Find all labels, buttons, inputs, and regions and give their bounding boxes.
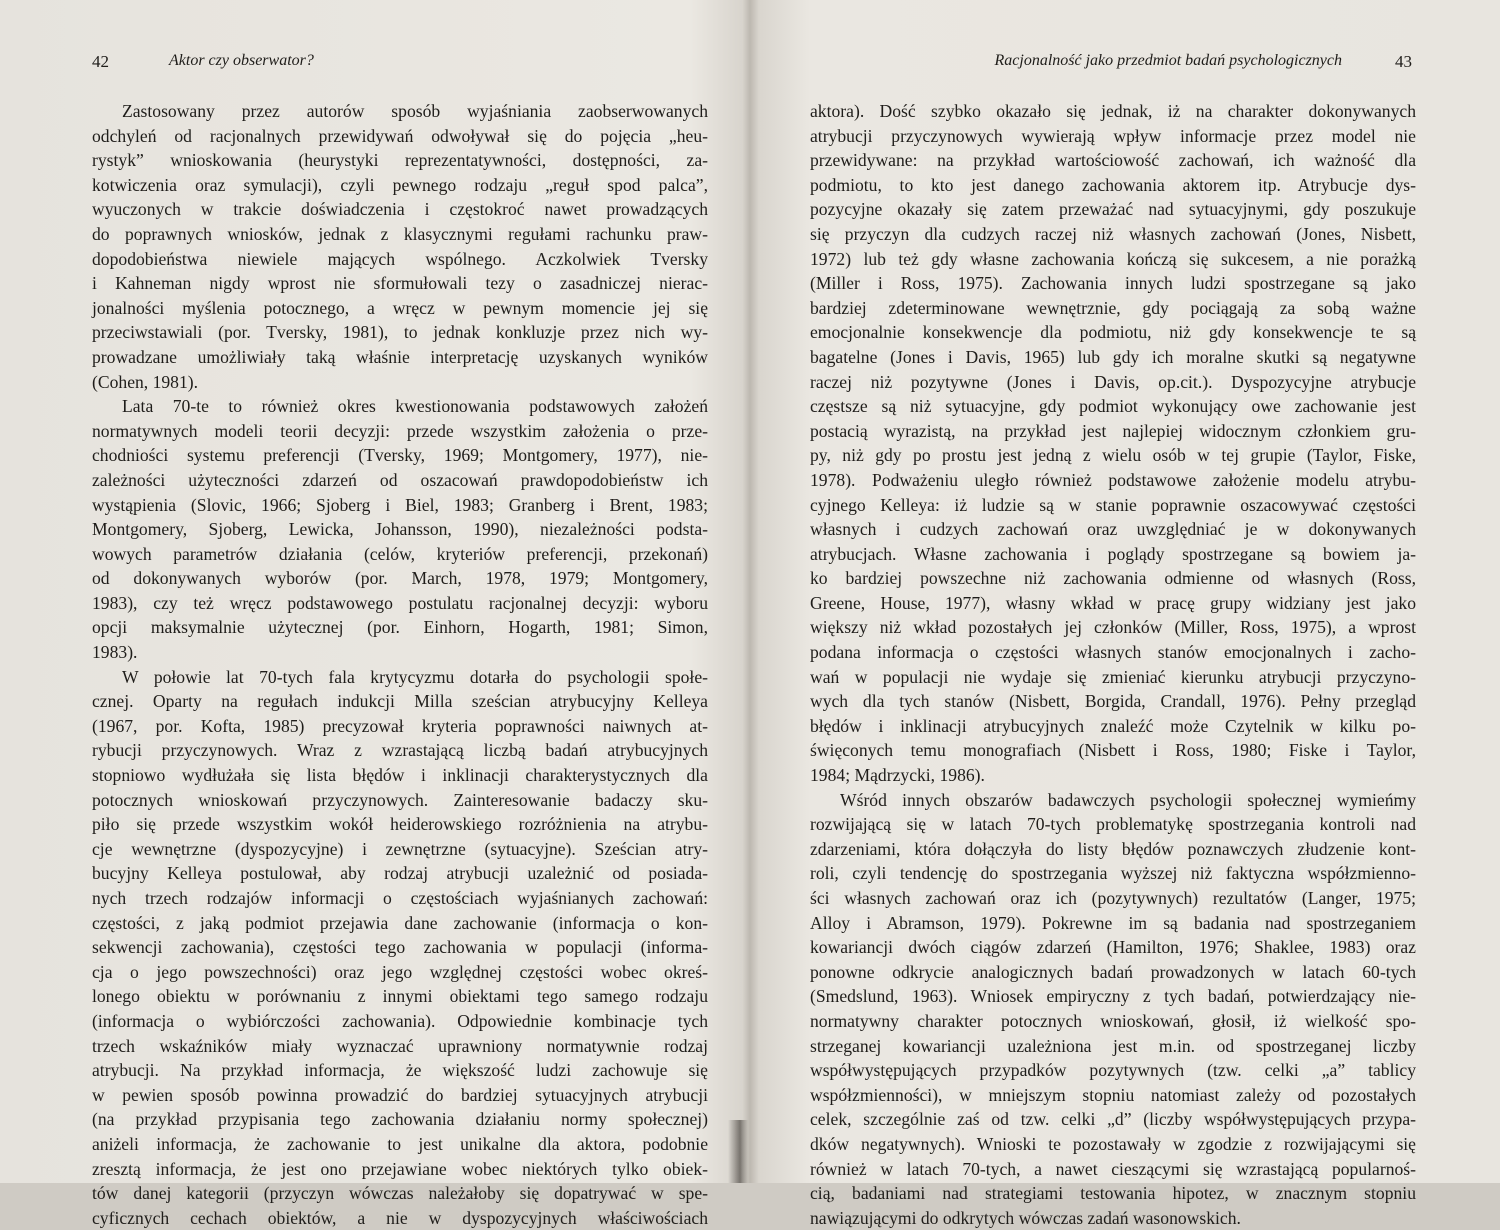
text-line: normatywny charakter potocznych wnioskowań, głosił, iż wielkość spo- [810,1010,1416,1031]
text-line: wowych parametrów działania (celów, kryteriów preferencji, przekonań) [92,543,708,564]
text-line: (na przykład przypisania tego zachowania działaniu normy społecznej) [92,1109,708,1130]
text-line: cyjnego Kelleya: iż ludzie są w stanie poprawnie oszacowywać częstości [810,494,1416,515]
text-line: potocznych wnioskowań przyczynowych. Zainteresowanie badaczy sku- [92,789,708,810]
text-line: częstości, z jaką podmiot przejawia dane zachowanie (informacja o kon- [92,912,708,933]
text-line: rystyk” wnioskowania (heurystyki reprezentatywności, dostępności, za- [92,150,708,171]
text-line: pozycyjne okazały się zatem przeważać nad sytuacyjnymi, gdy poszukuje [810,199,1416,220]
text-line: odchyleń od racjonalnych przewidywań odwoływał się do pojęcia „heu- [92,125,708,146]
text-line: współwystępujących przypadków pozytywnych (tzw. celki „a” tablicy [810,1060,1416,1081]
text-line: do poprawnych wniosków, jednak z klasycznymi regułami rachunku praw- [92,223,708,244]
running-title-left: Aktor czy obserwator? [169,52,314,69]
text-line: przewidywane: na przykład wartościowość zachowań, ich ważność dla [810,150,1416,171]
left-page-body-text [92,99,708,1230]
text-line: cią, badaniami nad strategiami testowania hipotez, w znacznym stopniu [810,1183,1416,1204]
text-line: cje wewnętrzne (dyspozycyjne) i zewnętrzne (sytuacyjne). Sześcian atry- [92,838,708,859]
text-line: celek, szczególnie zaś od tzw. celki „d” (liczby współwystępujących przypa- [810,1109,1416,1130]
text-line: piło się przede wszystkim wokół heiderowskiego rozróżnienia na atrybu- [92,814,708,835]
text-line: Wśród innych obszarów badawczych psychologii społecznej wymieńmy [840,789,1416,810]
text-line: większy niż wkład pozostałych jej członków (Miller, Ross, 1975), a wprost [810,617,1416,638]
text-line: święconych temu monografiach (Nisbett i Ross, 1980; Fiske i Taylor, [810,740,1416,761]
text-line: jonalności myślenia potocznego, a wręcz w pewnym momencie jej się [92,297,708,318]
page-number-left: 42 [92,52,109,71]
text-line: wystąpienia (Slovic, 1966; Sjoberg i Biel, 1983; Granberg i Brent, 1983; [92,494,708,515]
text-line: 1984; Mądrzycki, 1986). [810,765,985,786]
text-line: cznej. Oparty na regułach indukcji Milla sześcian atrybucyjny Kelleya [92,691,708,712]
right-page [752,0,1500,1228]
text-line: 1983). [92,642,138,663]
text-line: Lata 70-te to również okres kwestionowania podstawowych założeń [122,396,708,417]
text-line: wań w populacji nie wydaje się zmieniać kierunku atrybucji przyczyno- [810,666,1416,687]
text-line: strzeganej kowariancji uzależniona jest m.in. od spostrzeganej liczby [810,1035,1416,1056]
text-line: również w latach 70-tych, a nawet cieszącymi się wzrastającą popularnoś- [810,1158,1416,1179]
text-line: 1978). Podważeniu uległo również podstawowe założenie modelu atrybu- [810,469,1416,490]
text-line: bardziej zdeterminowane wewnętrznie, gdy pociągają za sobą ważne [810,297,1416,318]
text-line: i Kahneman nigdy wprost nie sformułowali tezy o zasadniczej nierac- [92,273,708,294]
text-line: kotwiczenia oraz symulacji), czyli pewnego rodzaju „reguł spod palca”, [92,174,708,195]
text-line: cyficznych cechach obiektów, a nie w dyspozycyjnych właściwościach [92,1207,708,1228]
text-line: Zastosowany przez autorów sposób wyjaśniania zaobserwowanych [122,101,708,121]
right-page-body-text [810,99,1416,1230]
text-line: od dokonywanych wyborów (por. March, 1978, 1979; Montgomery, [92,568,708,589]
text-line: prowadzane umożliwiały taką właśnie interpretację uzyskanych wyników [92,346,708,367]
text-line: (Smedslund, 1963). Wniosek empiryczny z tych badań, potwierdzający nie- [810,986,1416,1007]
text-line: zależności użyteczności zdarzeń od oszacowań prawdopodobieństw ich [92,469,708,490]
text-line: rybucji przyczynowych. Wraz z wzrastającą liczbą badań atrybucyjnych [92,740,708,761]
running-title-right: Racjonalność jako przedmiot badań psychologicznych [994,52,1342,69]
text-line: wych dla tych stanów (Nisbett, Borgida, Crandall, 1976). Pełny przegląd [810,691,1416,712]
text-line: ko bardziej powszechne niż zachowania odmienne od własnych (Ross, [810,568,1416,589]
text-line: emocjonalnie konsekwencje dla podmiotu, niż gdy konsekwencje te są [810,322,1416,343]
text-line: zresztą informacja, że jest ono przejawiane wobec niektórych tylko obiek- [92,1158,708,1179]
text-line: nych trzech rodzajów informacji o częstościach wyjaśnianych zachowań: [92,888,708,908]
text-line: (1967, por. Kofta, 1985) precyzował kryteria poprawności naiwnych at- [92,715,708,736]
gutter-shadow [728,1120,748,1183]
text-line: Alloy i Abramson, 1979). Pokrewne im są badania nad spostrzeganiem [810,912,1416,933]
text-line: cja o jego powszechności) oraz jego względnej częstości wobec okreś- [92,961,708,982]
text-line: przeciwstawiali (por. Tversky, 1981), to jednak konkluzje przez nich wy- [92,322,708,343]
text-line: wyuczonych w trakcie doświadczenia i częstokroć nawet prowadzących [92,199,708,220]
text-line: stopniowo wydłużała się lista błędów i inklinacji charakterystycznych dla [92,765,708,786]
text-line: atrybucji przyczynowych wywierają wpływ informacje przez model nie [810,125,1416,146]
text-line: zdarzeniami, która dołączyła do listy błędów poznawczych złudzenie kont- [810,838,1416,859]
text-line: Greene, House, 1977), własny wkład w pracę grupy widziany jest jako [810,592,1416,613]
text-line: lonego obiektu w porównaniu z innymi obiektami tego samego rodzaju [92,986,708,1007]
text-line: (Cohen, 1981). [92,371,199,392]
text-line: sekwencji zachowania), częstości tego zachowania w populacji (informa- [92,937,708,958]
text-line: atrybucjach. Własne zachowania i poglądy spostrzegane są bowiem ja- [810,543,1416,564]
text-line: 1972) lub też gdy własne zachowania kończą się sukcesem, a nie porażką [810,248,1416,269]
text-line: własnych i cudzych zachowań oraz uwzględniać je w dokonywanych [810,519,1416,540]
text-line: kowariancji dwóch ciągów zdarzeń (Hamilton, 1976; Shaklee, 1983) oraz [810,937,1416,958]
left-page [0,0,745,1228]
text-line: roli, czyli tendencję do spostrzegania wyższej niż faktyczna współzmienno- [810,863,1416,884]
text-line: dopodobieństwa niewiele mających wspólnego. Aczkolwiek Tversky [92,248,708,269]
text-line: py, niż gdy po prostu jest jedną z wielu osób w tej grupie (Taylor, Fiske, [810,445,1416,466]
text-line: bagatelne (Jones i Davis, 1965) lub gdy ich moralne skutki są negatywne [810,346,1416,367]
text-line: chodniości systemu preferencji (Tversky, 1969; Montgomery, 1977), nie- [92,445,708,466]
text-line: nawiązującymi do odkrytych wówczas zadań wasonowskich. [810,1207,1241,1228]
text-line: ści własnych zachowań oraz ich (pozytywnych) rezultatów (Langer, 1975; [810,888,1416,908]
text-line: w pewien sposób powinna prowadzić do bardziej sytuacyjnych atrybucji [92,1084,708,1105]
text-line: ponowne odkrycie analogicznych badań prowadzonych w latach 60-tych [810,961,1416,982]
text-line: (Miller i Ross, 1975). Zachowania innych ludzi spostrzegane są jako [810,273,1416,294]
text-line: Montgomery, Sjoberg, Lewicka, Johansson, 1990), niezależności podsta- [92,519,708,540]
text-line: rozwijającą się w latach 70-tych problematykę spostrzegania kontroli nad [810,814,1416,835]
text-line: atrybucji. Na przykład informacja, że większość ludzi zachowuje się [92,1060,708,1081]
text-line: dków negatywnych). Wnioski te pozostawały w zgodzie z rozwijającymi się [810,1133,1416,1154]
text-line: tów danej kategorii (przyczyn wówczas należałoby się dopatrywać w spe- [92,1183,708,1204]
text-line: bucyjny Kelleya postulował, aby rodzaj atrybucji uzależnić od posiada- [92,863,708,884]
text-line: błędów i inklinacji atrybucyjnych znaleźć może Czytelnik w kilku po- [810,715,1416,736]
text-line: opcji maksymalnie użytecznej (por. Einhorn, Hogarth, 1981; Simon, [92,617,708,638]
page-number-right: 43 [1395,52,1412,71]
text-line: W połowie lat 70-tych fala krytycyzmu dotarła do psychologii społe- [122,666,708,687]
text-line: podana informacja o częstości własnych stanów emocjonalnych i zacho- [810,642,1416,663]
text-line: 1983), czy też wręcz podstawowego postulatu racjonalnej decyzji: wyboru [92,592,708,613]
text-line: aktora). Dość szybko okazało się jednak, iż na charakter dokonywanych [810,101,1416,121]
text-line: postacią wyrazistą, na przykład jest najlepiej widocznym członkiem gru- [810,420,1416,441]
text-line: współzmienności), w mniejszym stopniu natomiast zależy od pozostałych [810,1084,1416,1105]
text-line: aniżeli informacja, że zachowanie to jest unikalne dla aktora, podobnie [92,1133,708,1154]
text-line: trzech wskaźników miały wyznaczać uprawniony normatywnie rodzaj [92,1035,708,1056]
text-line: podmiotu, to kto jest danego zachowania aktorem itp. Atrybucje dys- [810,174,1416,195]
text-line: raczej niż pozytywne (Jones i Davis, op.cit.). Dyspozycyjne atrybucje [810,371,1416,392]
text-line: się przyczyn dla cudzych raczej niż własnych zachowań (Jones, Nisbett, [810,223,1416,244]
text-line: (informacja o wybiórczości zachowania). Odpowiednie kombinacje tych [92,1010,708,1031]
text-line: częstsze są niż sytuacyjne, gdy podmiot wykonujący owe zachowanie jest [810,396,1416,417]
text-line: normatywnych modeli teorii decyzji: przede wszystkim założenia o prze- [92,420,708,441]
